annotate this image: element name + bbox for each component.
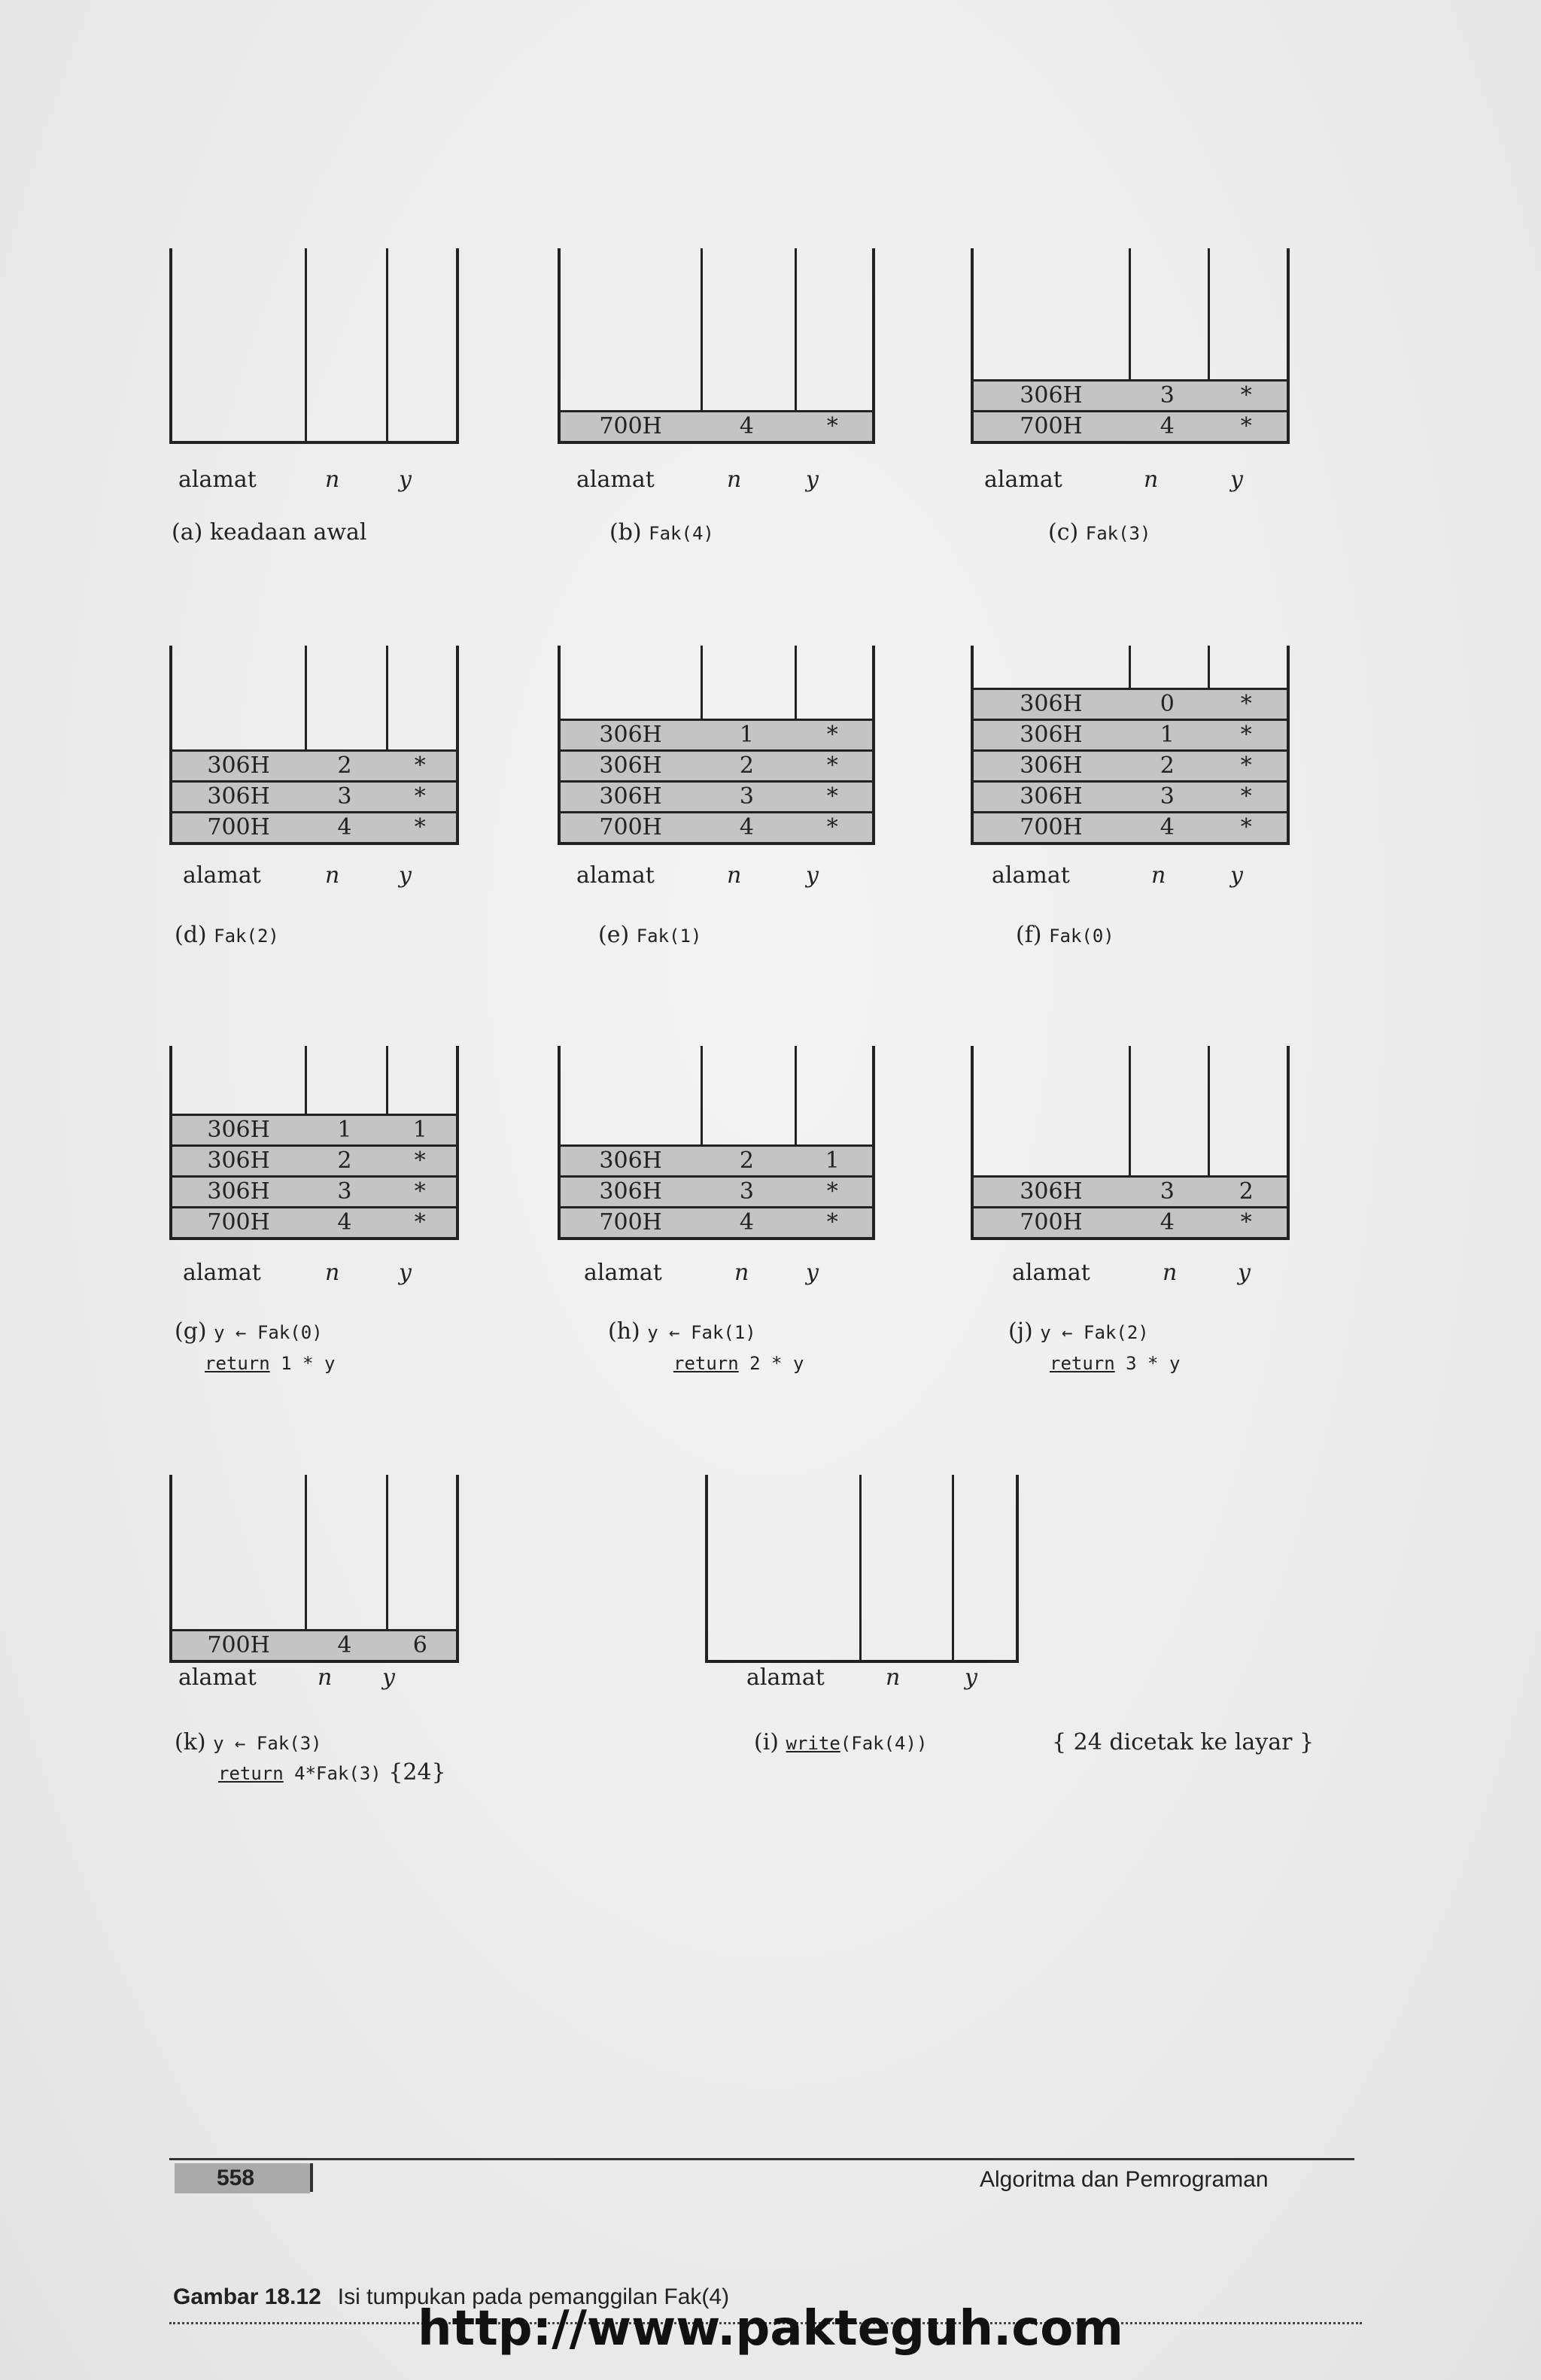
cell-y: * (414, 1178, 426, 1205)
column-divider (386, 248, 388, 441)
cell-n: 4 (739, 814, 754, 840)
cell-alamat: 700H (1020, 1209, 1083, 1236)
column-divider (859, 1475, 862, 1660)
cell-alamat: 700H (599, 814, 662, 840)
label-n: n (325, 467, 340, 493)
cell-alamat: 700H (207, 814, 270, 840)
cell-y: 1 (412, 1117, 427, 1143)
cell-alamat: 700H (1020, 413, 1083, 439)
cell-n: 3 (1160, 382, 1175, 409)
stack-row (561, 410, 872, 441)
stack-row (172, 1114, 456, 1144)
label-n: n (325, 862, 340, 889)
stack-row (561, 1206, 872, 1237)
stack-g (169, 1046, 459, 1240)
cell-y: * (1240, 413, 1252, 439)
diagram-caption-line2: return 2 * y (673, 1353, 804, 1374)
cell-y: * (1240, 1209, 1252, 1236)
label-n: n (1144, 467, 1159, 493)
cell-y: * (414, 1147, 426, 1174)
cell-n: 4 (1160, 413, 1175, 439)
label-y: y (382, 1664, 395, 1691)
cell-alamat: 306H (599, 722, 662, 748)
label-y: y (1230, 862, 1243, 889)
stack-row (974, 688, 1287, 719)
label-alamat: alamat (984, 467, 1062, 493)
stack-row (561, 1175, 872, 1206)
stack-a (169, 248, 459, 444)
cell-alamat: 306H (1020, 722, 1083, 748)
stack-row (974, 1175, 1287, 1206)
stack-row (561, 749, 872, 780)
website-url: http://www.pakteguh.com (418, 2301, 1123, 2357)
stack-b (558, 248, 875, 444)
cell-n: 4 (1160, 814, 1175, 840)
diagram-caption: (k) y ← Fak(3) (175, 1729, 322, 1755)
side-note: { 24 dicetak ke layar } (1052, 1729, 1315, 1755)
stack-row (172, 780, 456, 811)
label-alamat: alamat (1012, 1260, 1090, 1286)
diagram-caption: (j) y ← Fak(2) (1008, 1318, 1149, 1345)
cell-y: * (826, 783, 838, 810)
label-n: n (734, 1260, 749, 1286)
column-divider (305, 248, 307, 441)
cell-alamat: 306H (207, 752, 270, 779)
cell-y: 6 (412, 1632, 427, 1658)
cell-y: * (826, 1178, 838, 1205)
cell-y: * (1240, 691, 1252, 717)
cell-y: * (1240, 752, 1252, 779)
label-n: n (727, 467, 742, 493)
stack-rows (561, 1144, 872, 1237)
column-divider (952, 1475, 954, 1660)
cell-n: 2 (739, 1147, 754, 1174)
cell-y: * (1240, 783, 1252, 810)
diagram-caption: (g) y ← Fak(0) (175, 1318, 323, 1345)
stack-row (172, 749, 456, 780)
figure-text: Isi tumpukan pada pemanggilan Fak(4) (337, 2284, 730, 2309)
label-n: n (1151, 862, 1166, 889)
stack-row (561, 719, 872, 749)
stack-row (561, 1144, 872, 1175)
diagram-caption: (b) Fak(4) (609, 519, 714, 546)
cell-alamat: 306H (207, 783, 270, 810)
diagram-caption: (d) Fak(2) (175, 922, 279, 948)
book-title: Algoritma dan Pemrograman (980, 2167, 1269, 2192)
label-alamat: alamat (178, 1664, 257, 1691)
cell-y: * (826, 752, 838, 779)
label-y: y (1230, 467, 1243, 493)
stack-i (705, 1475, 1019, 1663)
cell-n: 3 (1160, 783, 1175, 810)
diagram-caption-line2: return 4*Fak(3) {24} (218, 1759, 446, 1786)
cell-y: * (414, 1209, 426, 1236)
stack-rows (974, 1175, 1287, 1237)
cell-y: * (414, 783, 426, 810)
cell-n: 4 (1160, 1209, 1175, 1236)
stack-d (169, 646, 459, 845)
label-y: y (399, 467, 412, 493)
cell-y: * (826, 1209, 838, 1236)
label-n: n (886, 1664, 901, 1691)
diagram-caption: (i) write(Fak(4)) (754, 1729, 928, 1755)
cell-n: 4 (337, 1632, 352, 1658)
cell-y: * (1240, 382, 1252, 409)
cell-alamat: 306H (1020, 691, 1083, 717)
label-y: y (399, 1260, 412, 1286)
cell-alamat: 306H (1020, 1178, 1083, 1205)
cell-alamat: 700H (599, 1209, 662, 1236)
diagram-caption: (c) Fak(3) (1048, 519, 1151, 546)
label-alamat: alamat (576, 467, 655, 493)
stack-rows (172, 1629, 456, 1660)
stack-f (971, 646, 1290, 845)
cell-alamat: 306H (207, 1147, 270, 1174)
stack-rows (561, 410, 872, 441)
stack-row (172, 1629, 456, 1660)
label-n: n (727, 862, 742, 889)
label-n: n (325, 1260, 340, 1286)
stack-c (971, 248, 1290, 444)
footer-rule (169, 2158, 1354, 2160)
cell-alamat: 700H (207, 1209, 270, 1236)
cell-y: * (1240, 814, 1252, 840)
cell-n: 1 (1160, 722, 1175, 748)
cell-alamat: 306H (599, 783, 662, 810)
label-y: y (806, 467, 819, 493)
stack-rows (974, 379, 1287, 441)
cell-n: 0 (1160, 691, 1175, 717)
stack-row (974, 811, 1287, 842)
cell-alamat: 306H (599, 752, 662, 779)
cell-n: 3 (337, 783, 352, 810)
cell-alamat: 306H (207, 1117, 270, 1143)
cell-alamat: 306H (207, 1178, 270, 1205)
cell-y: * (826, 814, 838, 840)
stack-row (974, 1206, 1287, 1237)
label-alamat: alamat (178, 467, 257, 493)
stack-h (558, 1046, 875, 1240)
label-y: y (1238, 1260, 1251, 1286)
cell-alamat: 700H (1020, 814, 1083, 840)
cell-n: 4 (337, 814, 352, 840)
cell-n: 1 (337, 1117, 352, 1143)
cell-n: 2 (1160, 752, 1175, 779)
label-y: y (806, 1260, 819, 1286)
stack-row (974, 410, 1287, 441)
cell-n: 2 (739, 752, 754, 779)
cell-y: * (414, 814, 426, 840)
diagram-caption: (h) y ← Fak(1) (608, 1318, 756, 1345)
stack-rows (974, 688, 1287, 842)
cell-alamat: 306H (1020, 382, 1083, 409)
stack-rows (172, 749, 456, 842)
label-alamat: alamat (183, 1260, 261, 1286)
cell-alamat: 700H (207, 1632, 270, 1658)
cell-y: * (414, 752, 426, 779)
figure-label: Gambar 18.12 (173, 2284, 321, 2309)
diagram-caption: (e) Fak(1) (598, 922, 702, 948)
stack-row (974, 780, 1287, 811)
cell-n: 1 (739, 722, 754, 748)
stack-k (169, 1475, 459, 1663)
cell-n: 3 (739, 1178, 754, 1205)
cell-n: 3 (739, 783, 754, 810)
cell-y: 1 (825, 1147, 840, 1174)
cell-n: 3 (1160, 1178, 1175, 1205)
cell-n: 4 (739, 1209, 754, 1236)
label-alamat: alamat (576, 862, 655, 889)
stack-row (561, 780, 872, 811)
label-y: y (965, 1664, 977, 1691)
stack-row (974, 749, 1287, 780)
label-y: y (399, 862, 412, 889)
cell-y: 2 (1239, 1178, 1254, 1205)
stack-row (172, 1175, 456, 1206)
stack-row (974, 379, 1287, 410)
cell-alamat: 306H (599, 1147, 662, 1174)
cell-n: 4 (739, 413, 754, 439)
cell-alamat: 306H (599, 1178, 662, 1205)
cell-y: * (826, 413, 838, 439)
cell-alamat: 306H (1020, 752, 1083, 779)
stack-row (172, 1206, 456, 1237)
label-alamat: alamat (992, 862, 1070, 889)
label-n: n (318, 1664, 333, 1691)
stack-row (561, 811, 872, 842)
cell-alamat: 306H (1020, 783, 1083, 810)
stack-row (172, 811, 456, 842)
stack-row (172, 1144, 456, 1175)
cell-n: 2 (337, 752, 352, 779)
diagram-caption-line2: return 3 * y (1050, 1353, 1181, 1374)
cell-n: 4 (337, 1209, 352, 1236)
cell-n: 3 (337, 1178, 352, 1205)
stack-j (971, 1046, 1290, 1240)
diagram-caption-line2: return 1 * y (205, 1353, 336, 1374)
label-n: n (1163, 1260, 1178, 1286)
label-y: y (806, 862, 819, 889)
label-alamat: alamat (584, 1260, 662, 1286)
diagram-caption: (f) Fak(0) (1016, 922, 1114, 948)
page-number-bar (310, 2163, 313, 2192)
label-alamat: alamat (183, 862, 261, 889)
cell-alamat: 700H (599, 413, 662, 439)
stack-rows (561, 719, 872, 842)
page-number: 558 (175, 2163, 310, 2193)
stack-rows (172, 1114, 456, 1237)
stack-row (974, 719, 1287, 749)
diagram-caption: (a) keadaan awal (172, 519, 367, 546)
stack-e (558, 646, 875, 845)
label-alamat: alamat (746, 1664, 825, 1691)
cell-n: 2 (337, 1147, 352, 1174)
cell-y: * (826, 722, 838, 748)
cell-y: * (1240, 722, 1252, 748)
